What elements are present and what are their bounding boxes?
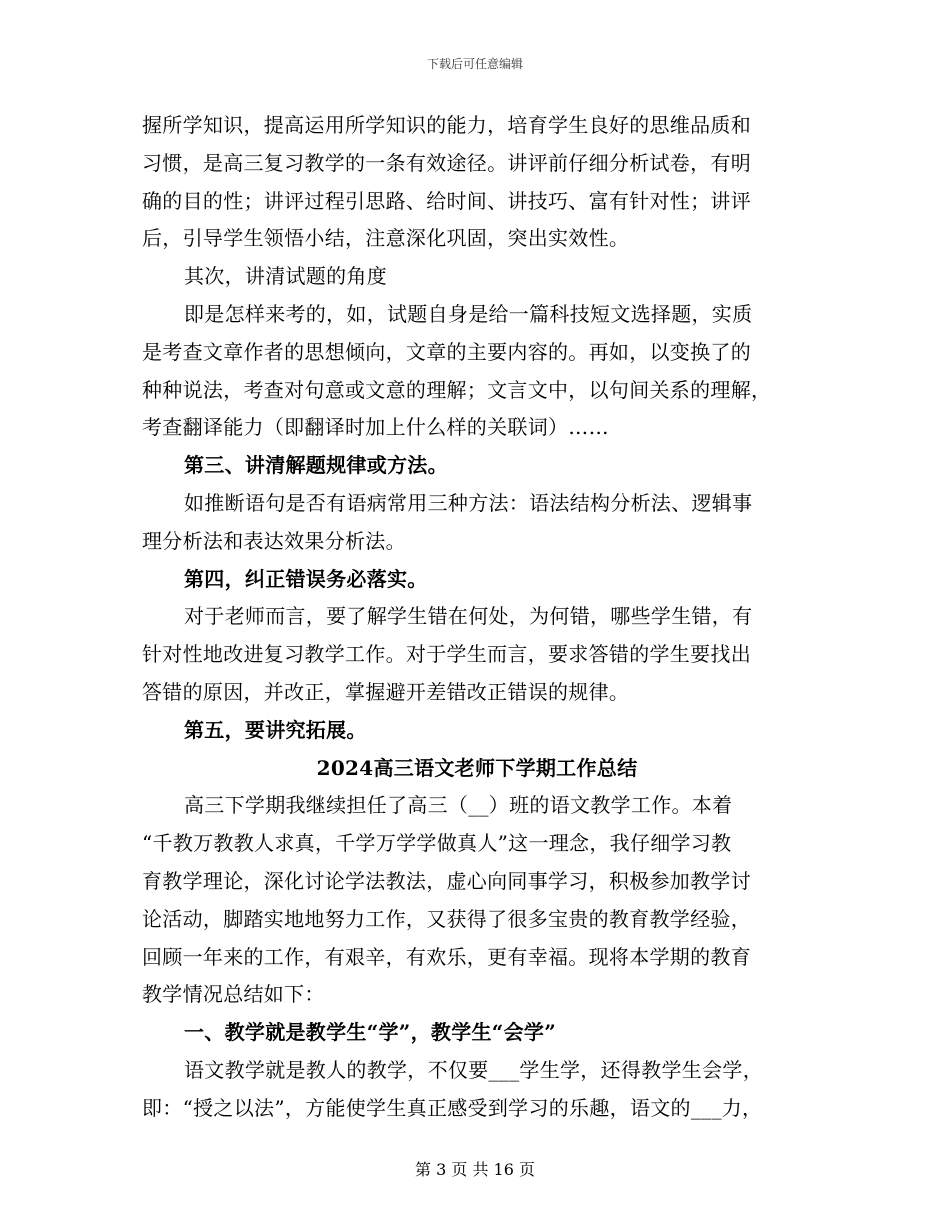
paragraph-line: 教学情况总结如下： <box>142 982 325 1007</box>
paragraph-line: 种种说法，考查对句意或文意的理解；文言文中，以句间关系的理解， <box>142 377 772 402</box>
paragraph-line: 后，引导学生领悟小结，注意深化巩固，突出实效性。 <box>142 226 630 251</box>
paragraph-line: 即：“授之以法”，方能使学生真正感受到学习的乐趣，语文的___力， <box>142 1095 763 1120</box>
paragraph-line: “千教万教教人求真，千学万学学做真人”这一理念，我仔细学习教 <box>142 831 732 856</box>
paragraph-line: 论活动，脚踏实地地努力工作，又获得了很多宝贵的教育教学经验， <box>142 906 751 931</box>
document-body <box>142 107 812 1128</box>
paragraph-line: 针对性地改进复习教学工作。对于学生而言，要求答错的学生要找出 <box>142 642 751 667</box>
paragraph-line: 是考查文章作者的思想倾向，文章的主要内容的。再如，以变换了的 <box>142 339 751 364</box>
paragraph-line: 握所学知识，提高运用所学知识的能力，培育学生良好的思维品质和 <box>142 113 751 137</box>
paragraph-line: 其次，讲清试题的角度 <box>184 264 387 289</box>
paragraph-line: 语文教学就是教人的教学，不仅要___学生学，还得教学生会学， <box>184 1057 763 1082</box>
section-heading: 第四，纠正错误务必落实。 <box>184 566 428 591</box>
section-heading: 第五，要讲究拓展。 <box>184 717 367 742</box>
paragraph-line: 理分析法和表达效果分析法。 <box>142 528 406 553</box>
section-heading: 第三、讲清解题规律或方法。 <box>184 453 448 478</box>
paragraph-line: 考查翻译能力（即翻译时加上什么样的关联词）…… <box>142 415 609 440</box>
header-note: 下载后可任意编辑 <box>426 57 523 71</box>
paragraph-line: 习惯，是高三复习教学的一条有效途径。讲评前仔细分析试卷，有明 <box>142 150 751 175</box>
paragraph-line: 对于老师而言，要了解学生错在何处，为何错，哪些学生错，有 <box>184 604 753 629</box>
paragraph-line: 高三下学期我继续担任了高三（__）班的语文教学工作。本着 <box>184 793 733 818</box>
paragraph-line: 回顾一年来的工作，有艰辛，有欢乐，更有幸福。现将本学期的教育 <box>142 944 751 969</box>
section-heading: 一、教学就是教学生“学”，教学生“会学” <box>184 1020 557 1045</box>
paragraph-line: 如推断语句是否有语病常用三种方法：语法结构分析法、逻辑事 <box>184 490 753 515</box>
page-number-footer: 第 3 页 共 16 页 <box>415 1160 535 1179</box>
document-title: 2024高三语文老师下学期工作总结 <box>316 755 638 780</box>
paragraph-line: 即是怎样来考的，如，试题自身是给一篇科技短文选择题，实质 <box>184 301 753 326</box>
paragraph-line: 确的目的性；讲评过程引思路、给时间、讲技巧、富有针对性；讲评 <box>142 188 751 213</box>
paragraph-line: 答错的原因，并改正，掌握避开差错改正错误的规律。 <box>142 679 630 704</box>
paragraph-line: 育教学理论，深化讨论学法教法，虚心向同事学习，积极参加教学讨 <box>142 868 751 893</box>
